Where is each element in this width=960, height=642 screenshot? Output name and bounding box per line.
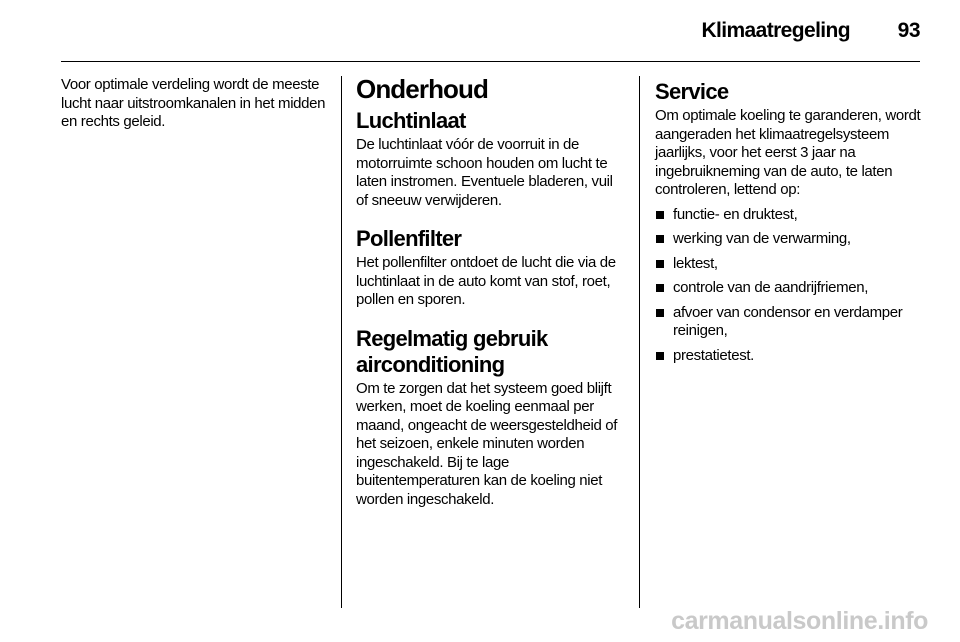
list-item-text: werking van de verwarming, xyxy=(673,230,851,247)
paragraph-pollenfilter: Het pollenfilter ontdoet de lucht die via de luchtinlaat in de auto komt van stof, roet, pollen en sporen. xyxy=(356,254,616,308)
bullet-square-icon xyxy=(656,260,664,268)
bullet-square-icon xyxy=(656,309,664,317)
subheading-airconditioning: Regelmatig gebruik airconditioning xyxy=(356,325,548,377)
list-item-text: controle van de aandrijfriemen, xyxy=(673,279,869,296)
list-item xyxy=(655,347,921,366)
header-title: Klimaatregeling xyxy=(701,19,850,42)
subheading-service: Service xyxy=(655,79,729,104)
list-item xyxy=(655,279,921,298)
list-item xyxy=(655,230,921,249)
intro-paragraph: Voor optimale verdeling wordt de meeste lucht naar uitstroomkanalen in het midden en rechts geleid. xyxy=(61,76,326,130)
bullet-square-icon xyxy=(656,352,664,360)
list-item-text: prestatietest. xyxy=(673,346,754,364)
list-item xyxy=(655,206,921,225)
paragraph-luchtinlaat: De luchtinlaat vóór de voorruit in de motorruimte schoon houden om lucht te laten instromen. Eventuele bladeren, vuil of sneeuw verwijderen. xyxy=(356,136,613,209)
service-checklist xyxy=(655,206,921,366)
subheading-pollenfilter: Pollenfilter xyxy=(356,226,462,251)
list-item-text: afvoer van condensor en verdamper reinigen, xyxy=(673,303,903,339)
list-item xyxy=(655,255,921,274)
watermark: carmanualsonline.info xyxy=(671,607,928,635)
list-item xyxy=(655,304,921,341)
column-middle xyxy=(356,74,624,509)
subheading-luchtinlaat: Luchtinlaat xyxy=(356,108,466,133)
list-item-text: lektest, xyxy=(673,254,718,272)
column-left xyxy=(61,76,326,132)
section-heading-onderhoud: Onderhoud xyxy=(356,74,488,104)
list-item-text: functie- en druktest, xyxy=(673,205,798,223)
paragraph-service-intro: Om optimale koeling te garanderen, wordt aangeraden het klimaatregelsysteem jaarlijks, voor het eerst 3 jaar na ingebruikneming van de auto, te laten controleren, lettend op: xyxy=(655,107,921,198)
paragraph-airconditioning: Om te zorgen dat het systeem goed blijft werken, moet de koeling eenmaal per maand, ongeacht de weersgesteldheid of het seizoen, enkele minuten worden ingeschakeld. Bij te lage buitentemperaturen kan de koeling niet worden ingeschakeld. xyxy=(356,379,618,508)
column-divider-right xyxy=(639,76,640,608)
bullet-square-icon xyxy=(656,284,664,292)
page-number: 93 xyxy=(897,19,920,42)
header-rule xyxy=(61,61,920,62)
bullet-square-icon xyxy=(656,211,664,219)
column-divider-left xyxy=(341,76,342,608)
column-right xyxy=(655,79,921,371)
bullet-square-icon xyxy=(656,235,664,243)
